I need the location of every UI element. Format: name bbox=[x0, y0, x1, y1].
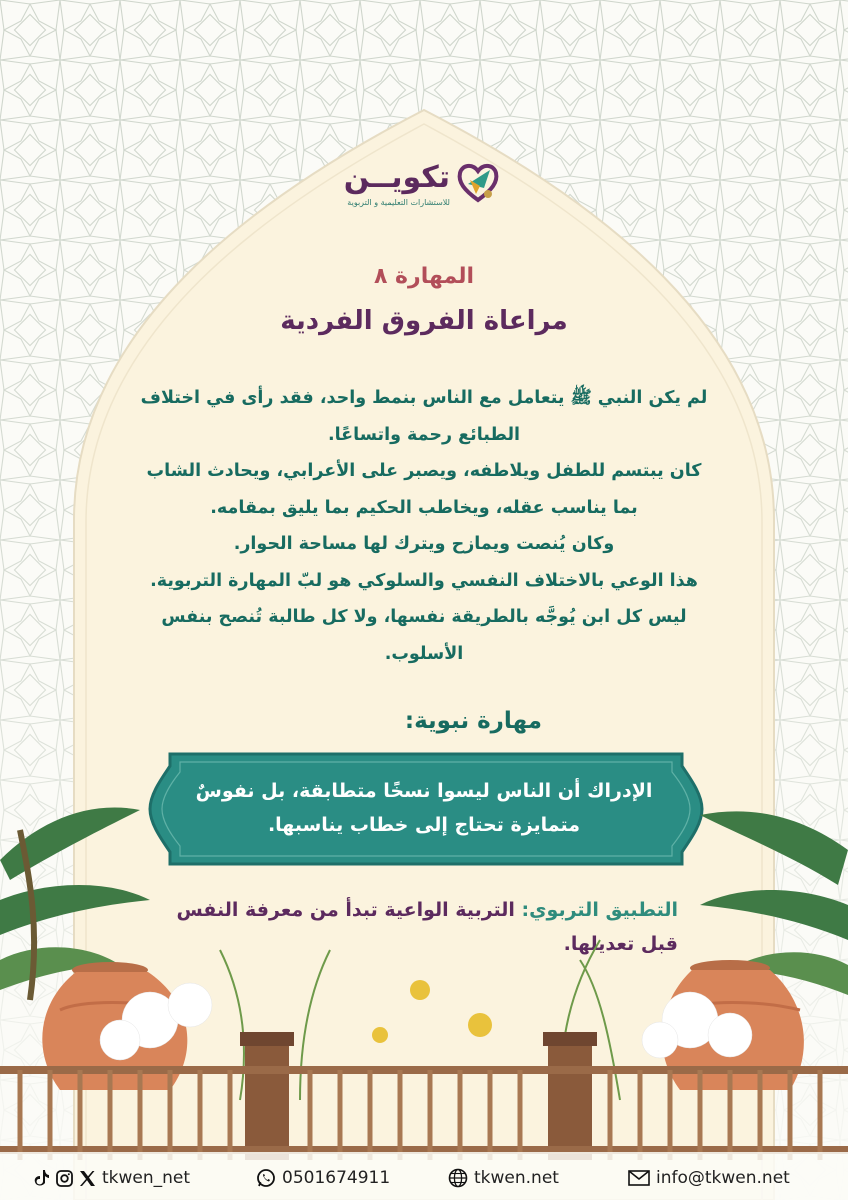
website-url: tkwen.net bbox=[474, 1168, 559, 1188]
heart-plane-icon bbox=[454, 158, 502, 206]
brand-logo bbox=[343, 158, 502, 218]
body-text bbox=[140, 380, 708, 672]
website-contact[interactable] bbox=[448, 1168, 559, 1188]
body-paragraph: كان يبتسم للطفل ويلاطفه، ويصبر على الأعرابي، ويحادث الشاب بما يناسب عقله، ويخاطب الحكيم بما يليق بمقامه. bbox=[146, 461, 702, 518]
x-icon[interactable] bbox=[79, 1170, 96, 1187]
email-contact[interactable] bbox=[628, 1168, 790, 1188]
prophetic-skill-text: الإدراك أن الناس ليسوا نسخًا متطابقة، بل نفوسٌ متمايزة تحتاج إلى خطاب يناسبها. bbox=[195, 780, 653, 836]
body-paragraph: هذا الوعي بالاختلاف النفسي والسلوكي هو لبّ المهارة التربوية. bbox=[150, 570, 698, 591]
garden-illustration bbox=[0, 790, 848, 1200]
brand-name: تكويــن bbox=[343, 160, 450, 195]
contact-footer bbox=[0, 1156, 848, 1200]
application-text: التربية الواعية تبدأ من معرفة النفس قبل تعديلها. bbox=[176, 899, 678, 955]
application-label: التطبيق التربوي: bbox=[521, 899, 678, 921]
tiktok-icon[interactable] bbox=[34, 1169, 50, 1187]
body-paragraph: ليس كل ابن يُوجَّه بالطريقة نفسها، ولا كل طالبة تُنصح بنفس الأسلوب. bbox=[161, 607, 687, 664]
social-handle: tkwen_net bbox=[102, 1168, 191, 1188]
email-address: info@tkwen.net bbox=[656, 1168, 790, 1188]
whatsapp-icon[interactable] bbox=[256, 1168, 276, 1188]
brand-tagline: للاستشارات التعليمية و التربوية bbox=[347, 198, 450, 207]
phone-number: 0501674911 bbox=[282, 1168, 391, 1188]
instagram-icon[interactable] bbox=[56, 1170, 73, 1187]
body-paragraph: وكان يُنصت ويمازح ويترك لها مساحة الحوار. bbox=[233, 534, 615, 554]
skill-title: مراعاة الفروق الفردية bbox=[280, 306, 568, 336]
globe-icon[interactable] bbox=[448, 1168, 468, 1188]
mail-icon[interactable] bbox=[628, 1170, 650, 1186]
whatsapp-contact[interactable] bbox=[256, 1168, 390, 1188]
body-paragraph: لم يكن النبي ﷺ يتعامل مع الناس بنمط واحد، فقد رأى في اختلاف الطبائع رحمة واتساعًا. bbox=[140, 388, 708, 445]
prophetic-skill-heading: مهارة نبوية: bbox=[404, 708, 542, 734]
social-contact[interactable] bbox=[34, 1168, 190, 1188]
skill-number: المهارة ٨ bbox=[373, 264, 475, 289]
